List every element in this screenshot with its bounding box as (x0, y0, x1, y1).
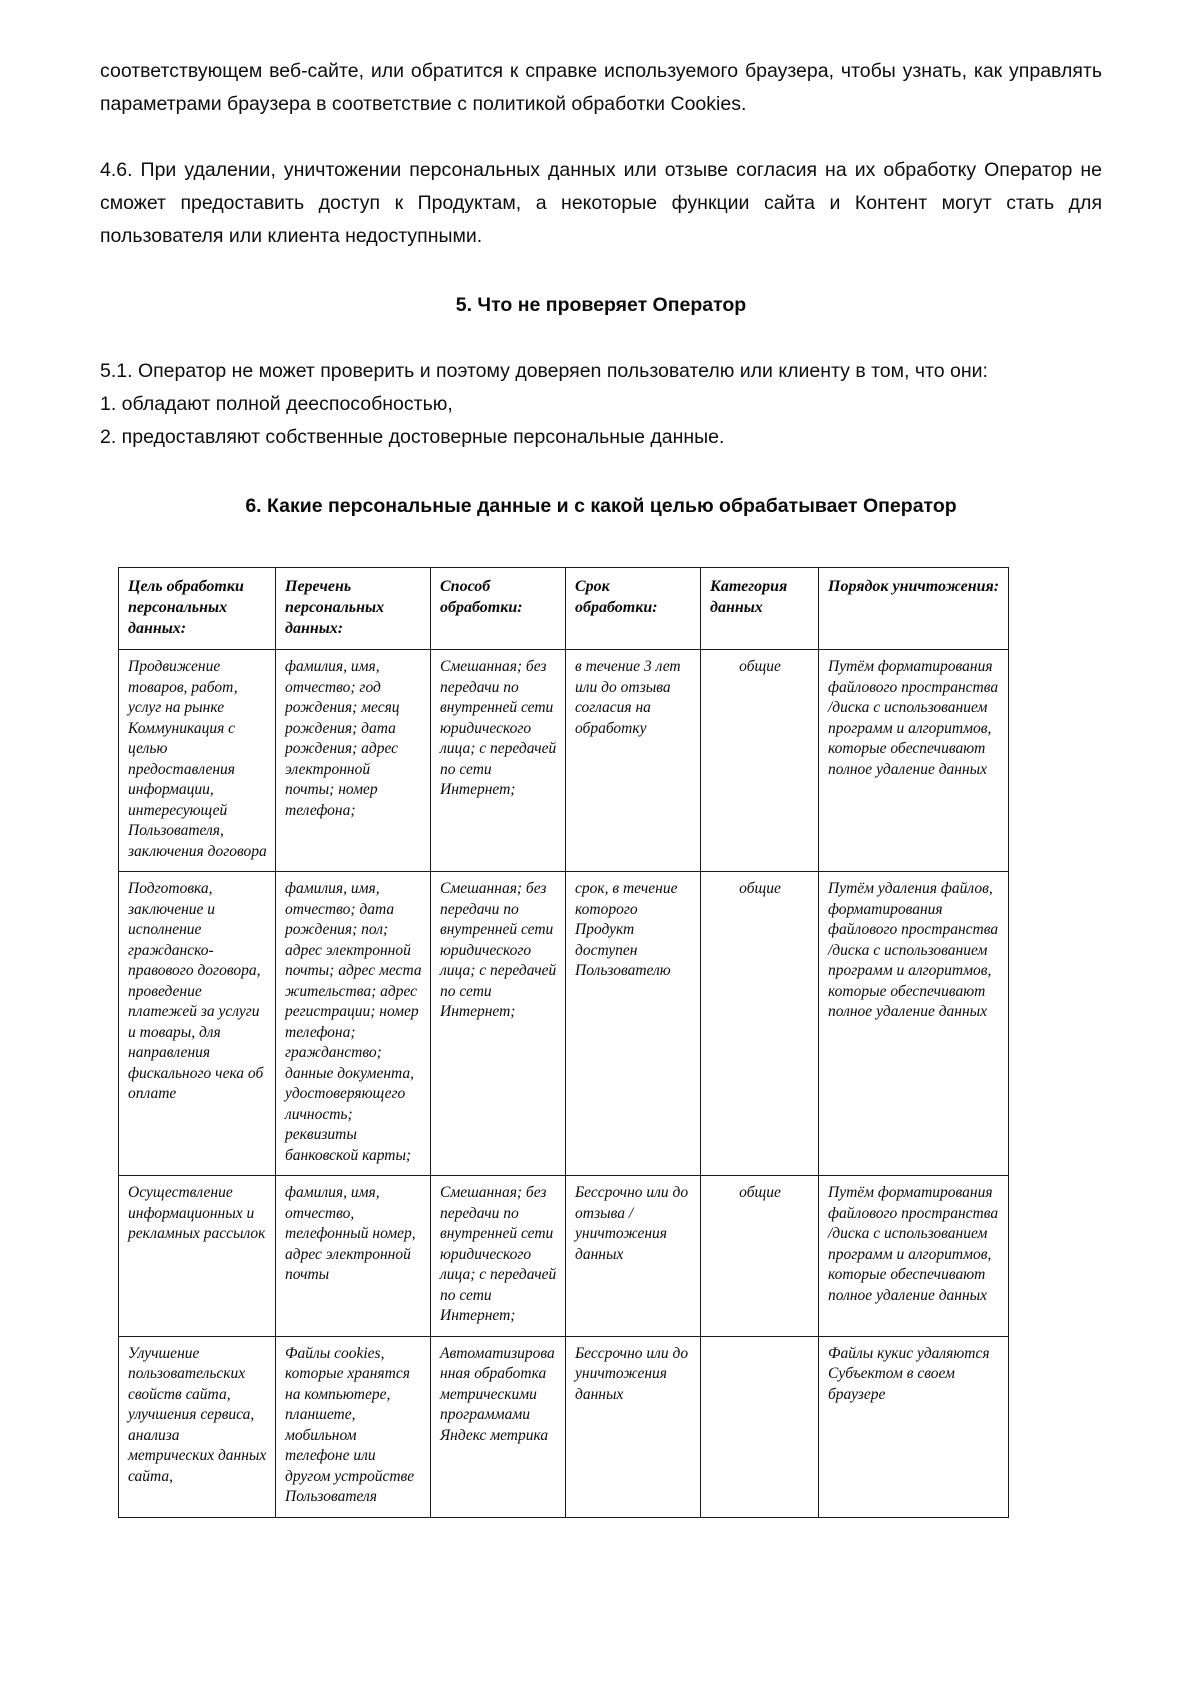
table-row (119, 650, 1009, 872)
cell-term: Бессрочно или до уничтожения данных (566, 1336, 701, 1517)
table-header-term: Срок обработки: (566, 568, 701, 650)
cell-category: общие (701, 1176, 819, 1337)
table-header-destruction: Порядок уничтожения: (819, 568, 1009, 650)
cell-term: срок, в течение которого Продукт доступен Пользователю (566, 872, 701, 1176)
cell-destruction: Путём удаления файлов, форматирования файлового пространства /диска с использованием программ и алгоритмов, которые обеспечивают полное удаление данных (819, 872, 1009, 1176)
heading-section-5: 5. Что не проверяет Оператор (455, 294, 747, 316)
cell-purpose: Улучшение пользовательских свойств сайта, улучшения сервиса, анализа метрических данных сайта, (119, 1336, 276, 1517)
list-item-5-1-2: 2. предоставляют собственные достоверные персональные данные. (100, 426, 725, 448)
cell-destruction: Путём форматирования файлового пространства /диска с использованием программ и алгоритмов, которые обеспечивают полное удаление данных (819, 650, 1009, 872)
cell-data-list: фамилия, имя, отчество, телефонный номер, адрес электронной почты (276, 1176, 431, 1337)
cell-method: Смешанная; без передачи по внутренней сети юридического лица; с передачей по сети Интернет; (431, 872, 566, 1176)
cell-purpose: Продвижение товаров, работ, услуг на рынке Коммуникация с целью предоставления информации, интересующей Пользователя, заключения договора (119, 650, 276, 872)
cell-category (701, 1336, 819, 1517)
cell-method: Смешанная; без передачи по внутренней сети юридического лица; с передачей по сети Интернет; (431, 1176, 566, 1337)
cell-purpose: Осуществление информационных и рекламных рассылок (119, 1176, 276, 1337)
cell-category: общие (701, 650, 819, 872)
paragraph-4-6: 4.6. При удалении, уничтожении персональных данных или отзыве согласия на их обработку Оператор не сможет предоставить доступ к Продуктам, а некоторые функции сайта и Контент могут стать для пользователя или клиента недоступными. (100, 159, 1102, 247)
cell-destruction: Файлы кукис удаляются Субъектом в своем браузере (819, 1336, 1009, 1517)
cell-category: общие (701, 872, 819, 1176)
table-header-method: Способ обработки: (431, 568, 566, 650)
cell-purpose: Подготовка, заключение и исполнение гражданско-правового договора, проведение платежей за услуги и товары, для направления фискального чека об оплате (119, 872, 276, 1176)
cell-method: Смешанная; без передачи по внутренней сети юридического лица; с передачей по сети Интернет; (431, 650, 566, 872)
table-header-row (119, 568, 1009, 650)
cell-term: Бессрочно или до отзыва /уничтожения данных (566, 1176, 701, 1337)
table-row (119, 1336, 1009, 1517)
paragraph-cookies-continuation: соответствующем веб-сайте, или обратится к справке используемого браузера, чтобы узнать, как управлять параметрами браузера в соответствие с политикой обработки Cookies. (100, 60, 1102, 115)
table-header-data-list: Перечень персональных данных: (276, 568, 431, 650)
paragraph-5-1: 5.1. Оператор не может проверить и поэтому доверяеn пользователю или клиенту в том, что они: (100, 360, 988, 382)
cell-data-list: Файлы cookies, которые хранятся на компьютере, планшете, мобильном телефоне или другом устройстве Пользователя (276, 1336, 431, 1517)
cell-data-list: фамилия, имя, отчество; дата рождения; пол; адрес электронной почты; адрес места жительства; адрес регистрации; номер телефона; гражданство; данные документа, удостоверяющего личность; реквизиты банковской карты; (276, 872, 431, 1176)
personal-data-table-wrapper (118, 567, 1008, 1518)
cell-data-list: фамилия, имя, отчество; год рождения; месяц рождения; дата рождения; адрес электронной почты; номер телефона; (276, 650, 431, 872)
cell-term: в течение 3 лет или до отзыва согласия на обработку (566, 650, 701, 872)
table-header-purpose: Цель обработки персональных данных: (119, 568, 276, 650)
table-row (119, 872, 1009, 1176)
table-row (119, 1176, 1009, 1337)
list-item-5-1-1: 1. обладают полной дееспособностью, (100, 393, 453, 415)
cell-destruction: Путём форматирования файлового пространства /диска с использованием программ и алгоритмов, которые обеспечивают полное удаление данных (819, 1176, 1009, 1337)
heading-section-6: 6. Какие персональные данные и с какой целью обрабатывает Оператор (245, 495, 957, 517)
table-header-category: Категория данных (701, 568, 819, 650)
personal-data-table (118, 567, 1009, 1518)
cell-method: Автоматизированная обработка метрическими программами Яндекс метрика (431, 1336, 566, 1517)
